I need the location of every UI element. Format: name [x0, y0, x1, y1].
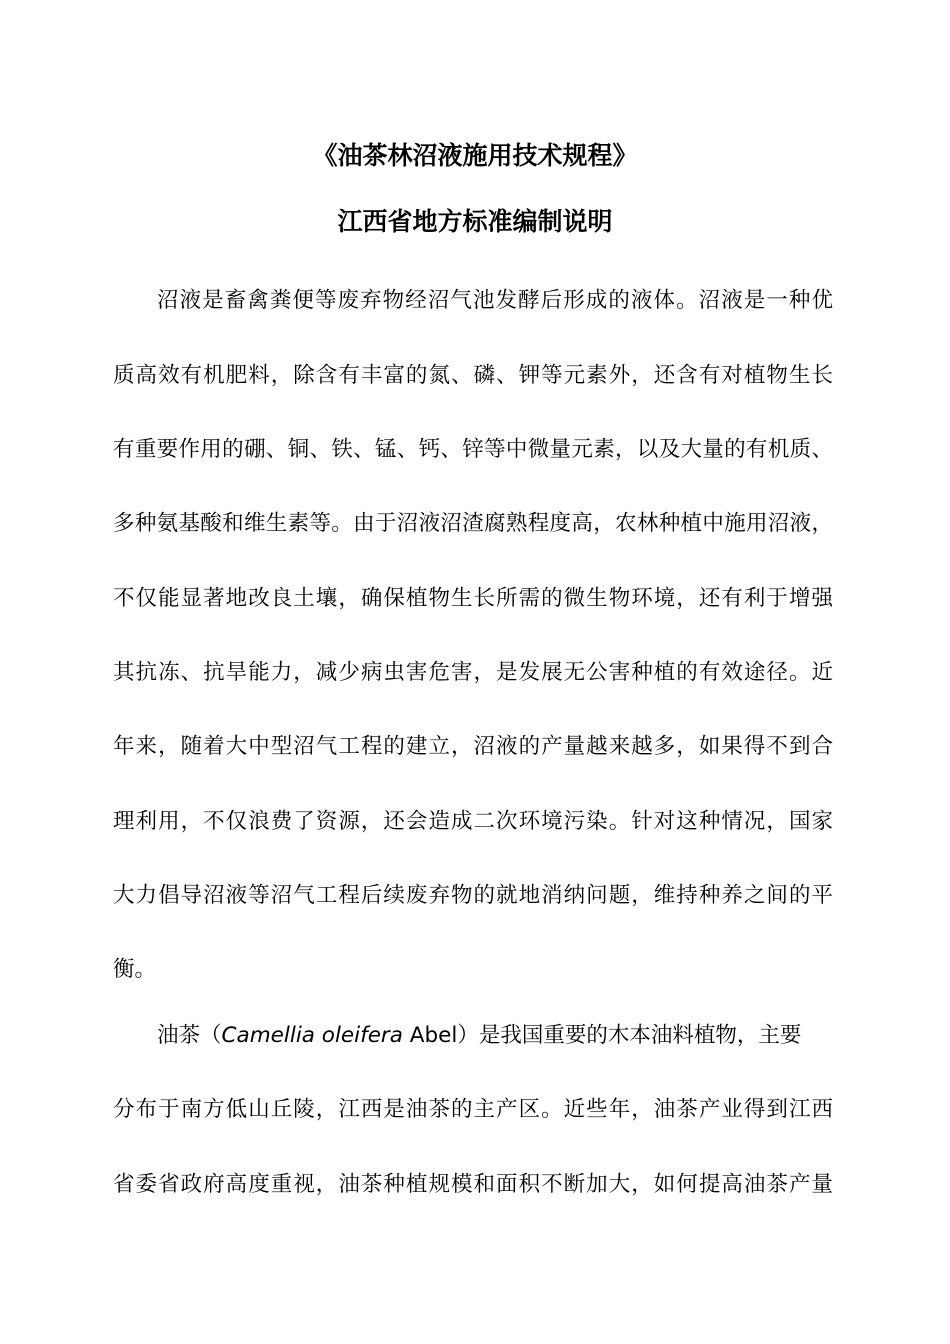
text-line: 省委省政府高度重视，油茶种植规模和面积不断加大，如何提高油茶产量 [113, 1172, 833, 1197]
text-line: 多种氨基酸和维生素等。由于沼液沼渣腐熟程度高，农林种植中施用沼液， [113, 511, 833, 536]
text-line: 衡。 [113, 957, 157, 982]
text-line: 质高效有机肥料，除含有丰富的氮、磷、钾等元素外，还含有对植物生长 [113, 363, 833, 388]
text-line [157, 1021, 833, 1051]
text-line: 其抗冻、抗旱能力，减少病虫害危害，是发展无公害种植的有效途径。近 [113, 660, 833, 685]
text-span: 油茶（ [157, 1023, 222, 1048]
text-span: Abel）是我国重要的木本油料植物，主要 [402, 1023, 802, 1048]
text-line: 沼液是畜禽粪便等废弃物经沼气池发酵后形成的液体。沼液是一种优 [157, 288, 833, 313]
text-line: 年来，随着大中型沼气工程的建立，沼液的产量越来越多，如果得不到合 [113, 734, 833, 759]
document-subtitle: 江西省地方标准编制说明 [337, 207, 613, 236]
text-line: 大力倡导沼液等沼气工程后续废弃物的就地消纳问题，维持种养之间的平 [113, 883, 833, 908]
text-line: 有重要作用的硼、铜、铁、锰、钙、锌等中微量元素，以及大量的有机质、 [113, 437, 833, 462]
text-line: 分布于南方低山丘陵，江西是油茶的主产区。近些年，油茶产业得到江西 [113, 1097, 833, 1122]
species-name: Camellia oleifera [221, 1023, 403, 1048]
text-line: 不仅能显著地改良土壤，确保植物生长所需的微生物环境，还有利于增强 [113, 586, 833, 611]
document-title: 《油茶林沼液施用技术规程》 [312, 141, 638, 170]
text-line: 理利用，不仅浪费了资源，还会造成二次环境污染。针对这种情况，国家 [113, 809, 833, 834]
